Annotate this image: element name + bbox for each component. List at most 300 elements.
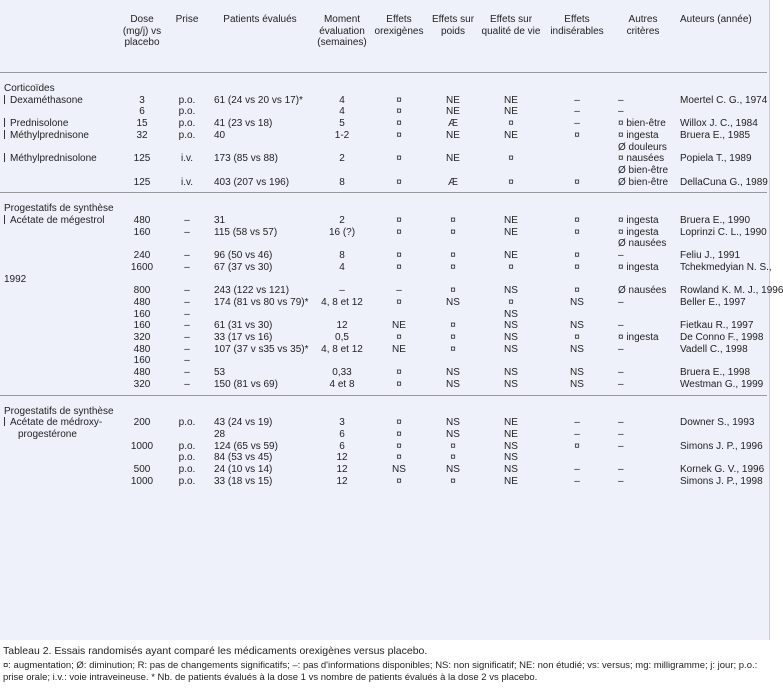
- auteurs-cell: Loprinzi C. L., 1990: [680, 226, 767, 238]
- autres-criteres-cell: ¤ ingesta: [618, 332, 659, 344]
- dose-cell: [118, 165, 166, 177]
- table-row: [0, 379, 767, 391]
- autres-criteres-cell: Ø bien-être: [618, 176, 669, 188]
- poids-cell: NS: [446, 367, 460, 379]
- table-row: [0, 215, 767, 227]
- orexigenes-cell: NE: [392, 343, 406, 355]
- qualite-vie-cell: NE: [504, 475, 518, 487]
- gap-cell: [0, 193, 767, 202]
- dose-cell: 200: [133, 417, 151, 429]
- orexigenes-cell: ¤: [396, 367, 402, 379]
- poids-cell: NE: [446, 153, 460, 165]
- patients-cell: 150 (81 vs 69): [214, 378, 278, 390]
- prise-cell: –: [184, 215, 190, 227]
- orexigenes-cell: ¤: [396, 332, 402, 344]
- table-row: [0, 106, 767, 118]
- header-patients: Patients évalués: [223, 14, 297, 25]
- prise-cell: –: [184, 343, 190, 355]
- poids-cell: ¤: [450, 250, 456, 262]
- indesirables-cell: –: [574, 464, 580, 476]
- moment-cell: 4: [339, 106, 345, 118]
- qualite-vie-cell: ¤: [508, 296, 514, 308]
- qualite-vie-cell: NS: [504, 452, 518, 464]
- autres-criteres-cell: –: [618, 320, 624, 332]
- orexigenes-cell: ¤: [396, 261, 402, 273]
- prise-cell: p.o.: [178, 440, 196, 452]
- moment-cell: 0,5: [335, 332, 349, 344]
- patients-cell: 61 (31 vs 30): [214, 320, 273, 332]
- moment-cell: 8: [339, 250, 345, 262]
- table-row: [0, 344, 767, 356]
- auteurs-cell: Westman G., 1999: [680, 378, 764, 390]
- prise-cell: –: [184, 378, 190, 390]
- bullet-bar: [4, 118, 5, 127]
- indesirables-cell: ¤: [574, 129, 580, 141]
- qualite-vie-cell: NS: [504, 332, 518, 344]
- qualite-vie-cell: NS: [504, 464, 518, 476]
- moment-cell: [312, 165, 372, 177]
- header-orexigenes: Effets orexigènes: [374, 14, 424, 37]
- table-row: [0, 367, 767, 379]
- moment-cell: 4, 8 et 12: [321, 296, 363, 308]
- prise-cell: p.o.: [178, 464, 196, 476]
- auteurs-cell: [674, 274, 767, 286]
- patients-cell: 61 (24 vs 20 vs 17)*: [214, 94, 303, 106]
- indesirables-cell: [542, 142, 612, 154]
- moment-cell: 0,33: [332, 367, 352, 379]
- dose-cell: [118, 238, 166, 250]
- section-title: Progestatifs de synthèse: [4, 405, 114, 417]
- table-row: [0, 165, 767, 177]
- moment-cell: 12: [336, 452, 348, 464]
- moment-cell: 5: [339, 118, 345, 130]
- poids-cell: [426, 165, 480, 177]
- auteurs-cell: [674, 452, 767, 464]
- section-title-row: [0, 404, 767, 418]
- moment-cell: 4: [339, 261, 345, 273]
- drug-cell: [0, 379, 118, 391]
- poids-cell: ¤: [450, 475, 456, 487]
- header-cell: [0, 0, 118, 68]
- indesirables-cell: ¤: [574, 250, 580, 262]
- dose-cell: 160: [133, 308, 151, 320]
- drug-cell: Acétate de mégestrol: [0, 215, 118, 227]
- auteurs-cell: Feliu J., 1991: [680, 250, 741, 262]
- table-row: [0, 285, 767, 297]
- indesirables-cell: [542, 309, 612, 321]
- qualite-vie-cell: NE: [504, 428, 518, 440]
- drug-cell: [0, 262, 118, 274]
- moment-cell: 6: [339, 428, 345, 440]
- gap-cell: [0, 395, 767, 404]
- auteurs-cell: Rowland K. M. J., 1996: [680, 285, 783, 297]
- patients-cell: 174 (81 vs 80 vs 79)*: [214, 296, 309, 308]
- moment-cell: 16 (?): [328, 226, 356, 238]
- drug-cell: Prednisolone: [0, 118, 118, 130]
- qualite-vie-cell: NE: [504, 417, 518, 429]
- section-title: Corticoïdes: [4, 83, 55, 94]
- autres-criteres-cell: [612, 452, 674, 464]
- qualite-vie-cell: NS: [504, 378, 518, 390]
- patients-cell: 24 (10 vs 14): [214, 464, 273, 476]
- moment-cell: 8: [339, 176, 345, 188]
- drug-cell: [0, 309, 118, 321]
- prise-cell: –: [184, 285, 190, 297]
- drug-cell: [0, 452, 118, 464]
- drug-cell: progestérone: [18, 428, 77, 440]
- patients-cell: 40: [214, 129, 226, 141]
- dose-cell: 125: [133, 176, 151, 188]
- auteurs-cell: Downer S., 1993: [680, 417, 755, 429]
- orexigenes-cell: –: [396, 285, 402, 297]
- table-row: [0, 320, 767, 332]
- moment-cell: [312, 355, 372, 367]
- indesirables-cell: –: [574, 475, 580, 487]
- prise-cell: [166, 165, 208, 177]
- autres-criteres-cell: ¤ nausées: [618, 153, 665, 165]
- prise-cell: i.v.: [180, 153, 194, 165]
- prise-cell: p.o.: [178, 452, 196, 464]
- dose-cell: [118, 142, 166, 154]
- indesirables-cell: NS: [570, 296, 584, 308]
- autres-criteres-cell: ¤ ingesta: [618, 129, 659, 141]
- patients-cell: [208, 142, 312, 154]
- autres-criteres-cell: ¤ bien-être: [618, 118, 666, 130]
- header-auteurs: Auteurs (année): [680, 14, 752, 25]
- autres-criteres-cell: Ø bien-être: [618, 164, 669, 176]
- dose-cell: 320: [133, 332, 151, 344]
- autres-criteres-cell: –: [618, 367, 624, 379]
- bullet-bar: [4, 153, 5, 162]
- orexigenes-cell: [372, 355, 426, 367]
- poids-cell: [426, 355, 480, 367]
- auteurs-cell: [674, 142, 767, 154]
- prise-cell: –: [184, 308, 190, 320]
- prise-cell: –: [184, 355, 190, 367]
- moment-cell: 4, 8 et 12: [321, 343, 363, 355]
- drug-cell: [0, 464, 118, 476]
- poids-cell: Æ: [448, 118, 458, 130]
- indesirables-cell: ¤: [574, 332, 580, 344]
- drug-cell: [0, 476, 118, 488]
- autres-criteres-cell: –: [618, 296, 624, 308]
- moment-cell: 2: [339, 215, 345, 227]
- qualite-vie-cell: NS: [504, 320, 518, 332]
- auteurs-cell: Moertel C. G., 1974: [680, 94, 768, 106]
- poids-cell: NS: [446, 417, 460, 429]
- autres-criteres-cell: ¤ ingesta: [618, 226, 659, 238]
- autres-criteres-cell: –: [618, 94, 624, 106]
- moment-cell: [312, 142, 372, 154]
- table-caption: Tableau 2. Essais randomisés ayant comparé les médicaments orexigènes versus placebo.: [3, 645, 428, 657]
- orexigenes-cell: ¤: [396, 129, 402, 141]
- dose-cell: 15: [136, 118, 148, 130]
- header-poids: Effets sur poids: [431, 14, 475, 37]
- indesirables-cell: –: [574, 106, 580, 118]
- qualite-vie-cell: NE: [504, 226, 518, 238]
- qualite-vie-cell: [480, 238, 542, 250]
- moment-cell: 3: [339, 417, 345, 429]
- table-row: [0, 142, 767, 154]
- orexigenes-cell: ¤: [396, 440, 402, 452]
- orexigenes-cell: ¤: [396, 452, 402, 464]
- autres-criteres-cell: –: [618, 343, 624, 355]
- table-footer: [3, 645, 767, 684]
- dose-cell: 160: [133, 355, 151, 367]
- qualite-vie-cell: NE: [504, 106, 518, 118]
- patients-cell: 107 (37 v s35 vs 35)*: [214, 343, 309, 355]
- auteurs-cell: De Conno F., 1998: [680, 332, 764, 344]
- table-row: [0, 441, 767, 453]
- orexigenes-cell: [372, 238, 426, 250]
- autres-criteres-cell: Ø douleurs: [618, 141, 667, 153]
- dose-cell: 1000: [130, 475, 154, 487]
- prise-cell: p.o.: [178, 417, 196, 429]
- table-row: [0, 238, 767, 250]
- table-legend: ¤: augmentation; Ø: diminution; R: pas de changements significatifs; –: pas d'informations disponibles; NS: non significatif; NE: non étudié; vs: versus; mg: milligramme; j: jour; p.o.: prise orale; i.v.: voie intraveineuse. * Nb. de patients évalués à la dose 1 vs nombre de patients évalués à la dose 2 vs placebo.: [3, 660, 758, 683]
- drug-cell: [0, 344, 118, 356]
- poids-cell: ¤: [450, 440, 456, 452]
- orexigenes-cell: ¤: [396, 296, 402, 308]
- drug-cell: [0, 250, 118, 262]
- indesirables-cell: ¤: [574, 226, 580, 238]
- autres-criteres-cell: –: [618, 440, 624, 452]
- section-gap: [0, 73, 767, 82]
- drug-cell: Méthylprednisolone: [0, 153, 118, 165]
- drug-cell: Méthylprednisone: [0, 130, 118, 142]
- bullet-bar: [4, 130, 5, 139]
- patients-cell: [208, 165, 312, 177]
- indesirables-cell: NS: [570, 367, 584, 379]
- indesirables-cell: [542, 238, 612, 250]
- orexigenes-cell: ¤: [396, 118, 402, 130]
- orexigenes-cell: ¤: [396, 378, 402, 390]
- table-row: [0, 297, 767, 309]
- orexigenes-cell: NS: [392, 464, 406, 476]
- drug-cell: [0, 320, 118, 332]
- header-row: [0, 0, 767, 68]
- drug-cell: [0, 177, 118, 189]
- orexigenes-cell: [372, 142, 426, 154]
- table-row: [0, 262, 767, 274]
- moment-cell: [312, 309, 372, 321]
- prise-cell: –: [184, 332, 190, 344]
- auteurs-cell: [674, 238, 767, 250]
- autres-criteres-cell: [612, 274, 674, 286]
- drug-cell: [0, 238, 118, 250]
- qualite-vie-cell: NE: [504, 250, 518, 262]
- patients-cell: 96 (50 vs 46): [214, 250, 273, 262]
- qualite-vie-cell: NS: [504, 343, 518, 355]
- autres-criteres-cell: –: [618, 250, 624, 262]
- prise-cell: [166, 142, 208, 154]
- auteurs-cell: Popiela T., 1989: [680, 153, 752, 165]
- bullet-bar: [4, 95, 5, 104]
- indesirables-cell: NS: [570, 320, 584, 332]
- prise-cell: i.v.: [180, 176, 194, 188]
- qualite-vie-cell: NE: [504, 94, 518, 106]
- table-row: [0, 95, 767, 107]
- table-row: [0, 417, 767, 429]
- auteurs-cell: Tchekmedyian N. S.,: [680, 261, 772, 273]
- drug-cell: [0, 297, 118, 309]
- drug-cell: [0, 165, 118, 177]
- auteurs-cell: Willox J. C., 1984: [680, 118, 758, 130]
- qualite-vie-cell: NS: [504, 308, 518, 320]
- autres-criteres-cell: –: [618, 475, 624, 487]
- autres-criteres-cell: [612, 309, 674, 321]
- poids-cell: [426, 309, 480, 321]
- dose-cell: 160: [133, 320, 151, 332]
- poids-cell: ¤: [450, 332, 456, 344]
- patients-cell: [208, 309, 312, 321]
- dose-cell: [118, 274, 166, 286]
- auteurs-cell: [674, 309, 767, 321]
- prise-cell: –: [184, 250, 190, 262]
- table-row: [0, 332, 767, 344]
- autres-criteres-cell: ¤ ingesta: [618, 215, 659, 227]
- patients-cell: [208, 355, 312, 367]
- table-row: [0, 250, 767, 262]
- dose-cell: 480: [133, 367, 151, 379]
- dose-cell: 32: [136, 129, 148, 141]
- indesirables-cell: ¤: [574, 285, 580, 297]
- orexigenes-cell: ¤: [396, 250, 402, 262]
- dose-cell: 1600: [130, 261, 154, 273]
- indesirables-cell: ¤: [574, 440, 580, 452]
- dose-cell: 6: [139, 106, 145, 118]
- orexigenes-cell: ¤: [396, 94, 402, 106]
- autres-criteres-cell: –: [618, 378, 624, 390]
- patients-cell: 41 (23 vs 18): [214, 118, 273, 130]
- drug-cell: Dexaméthasone: [0, 95, 118, 107]
- moment-cell: 2: [339, 153, 345, 165]
- header-qualite-vie: Effets sur qualité de vie: [481, 14, 541, 37]
- auteurs-cell: [674, 106, 767, 118]
- auteurs-cell: [674, 429, 767, 441]
- prise-cell: [166, 238, 208, 250]
- poids-cell: NS: [446, 378, 460, 390]
- poids-cell: ¤: [450, 226, 456, 238]
- prise-cell: –: [184, 367, 190, 379]
- qualite-vie-cell: NS: [504, 285, 518, 297]
- moment-cell: 4 et 8: [329, 378, 355, 390]
- orexigenes-cell: ¤: [396, 417, 402, 429]
- dose-cell: 160: [133, 226, 151, 238]
- moment-cell: 4: [339, 94, 345, 106]
- patients-cell: 173 (85 vs 88): [214, 153, 278, 165]
- bullet-bar: [4, 417, 5, 426]
- indesirables-cell: NS: [570, 378, 584, 390]
- poids-cell: NE: [446, 94, 460, 106]
- qualite-vie-cell: [480, 355, 542, 367]
- poids-cell: ¤: [450, 215, 456, 227]
- orexigenes-cell: [372, 274, 426, 286]
- prise-cell: [166, 274, 208, 286]
- table-row: [0, 153, 767, 165]
- poids-cell: NS: [446, 296, 460, 308]
- qualite-vie-cell: ¤: [508, 261, 514, 273]
- patients-cell: [208, 238, 312, 250]
- table-row: [0, 118, 767, 130]
- prise-cell: –: [184, 261, 190, 273]
- drug-cell: 1992: [4, 273, 27, 285]
- autres-criteres-cell: –: [618, 417, 624, 429]
- qualite-vie-cell: NE: [504, 129, 518, 141]
- autres-criteres-cell: Ø nausées: [618, 238, 667, 250]
- auteurs-cell: Bruera E., 1985: [680, 129, 751, 141]
- section-gap: [0, 395, 767, 404]
- patients-cell: 43 (24 vs 19): [214, 417, 273, 429]
- indesirables-cell: [542, 274, 612, 286]
- dose-cell: 480: [133, 296, 151, 308]
- patients-cell: 243 (122 vs 121): [214, 285, 290, 297]
- drug-cell: [0, 441, 118, 453]
- patients-cell: 33 (18 vs 15): [214, 475, 273, 487]
- section-title-row: [0, 201, 767, 215]
- indesirables-cell: NS: [570, 343, 584, 355]
- auteurs-cell: DellaCuna G., 1989: [680, 176, 768, 188]
- section-gap: [0, 193, 767, 202]
- section-title-row: [0, 81, 767, 95]
- orexigenes-cell: [372, 165, 426, 177]
- qualite-vie-cell: NE: [504, 215, 518, 227]
- gap-cell: [0, 73, 767, 82]
- patients-cell: [208, 106, 312, 118]
- drug-cell: [0, 367, 118, 379]
- drug-cell: [0, 285, 118, 297]
- orexigenes-cell: [372, 309, 426, 321]
- header-indesirables: Effets indisérables: [550, 14, 604, 37]
- indesirables-cell: [542, 165, 612, 177]
- bullet-bar: [4, 215, 5, 224]
- qualite-vie-cell: NS: [504, 440, 518, 452]
- moment-cell: [312, 274, 372, 286]
- prise-cell: p.o.: [178, 106, 196, 118]
- autres-criteres-cell: ¤ ingesta: [618, 261, 659, 273]
- section-title: Progestatifs de synthèse: [4, 203, 114, 215]
- dose-cell: 1000: [130, 440, 154, 452]
- poids-cell: ¤: [450, 320, 456, 332]
- indesirables-cell: [542, 355, 612, 367]
- autres-criteres-cell: –: [618, 106, 624, 118]
- prise-cell: p.o.: [178, 129, 196, 141]
- dose-cell: 125: [133, 153, 151, 165]
- poids-cell: NS: [446, 464, 460, 476]
- table-row: [0, 355, 767, 367]
- autres-criteres-cell: Ø nausées: [618, 285, 667, 297]
- auteurs-cell: Fietkau R., 1997: [680, 320, 754, 332]
- drug-cell: [0, 142, 118, 154]
- moment-cell: 12: [336, 320, 348, 332]
- dose-cell: 3: [139, 94, 145, 106]
- orexigenes-cell: ¤: [396, 428, 402, 440]
- qualite-vie-cell: NS: [504, 367, 518, 379]
- prise-cell: p.o.: [178, 118, 196, 130]
- indesirables-cell: ¤: [574, 215, 580, 227]
- qualite-vie-cell: ¤: [508, 176, 514, 188]
- patients-cell: 124 (65 vs 59): [214, 440, 278, 452]
- orexigenes-cell: NE: [392, 320, 406, 332]
- auteurs-cell: Vadell C., 1998: [680, 343, 748, 355]
- table-row: [0, 177, 767, 189]
- header-autres-criteres: Autres critères: [626, 14, 660, 37]
- indesirables-cell: ¤: [574, 176, 580, 188]
- poids-cell: ¤: [450, 285, 456, 297]
- patients-cell: 67 (37 vs 30): [214, 261, 273, 273]
- qualite-vie-cell: ¤: [508, 153, 514, 165]
- poids-cell: Æ: [448, 176, 458, 188]
